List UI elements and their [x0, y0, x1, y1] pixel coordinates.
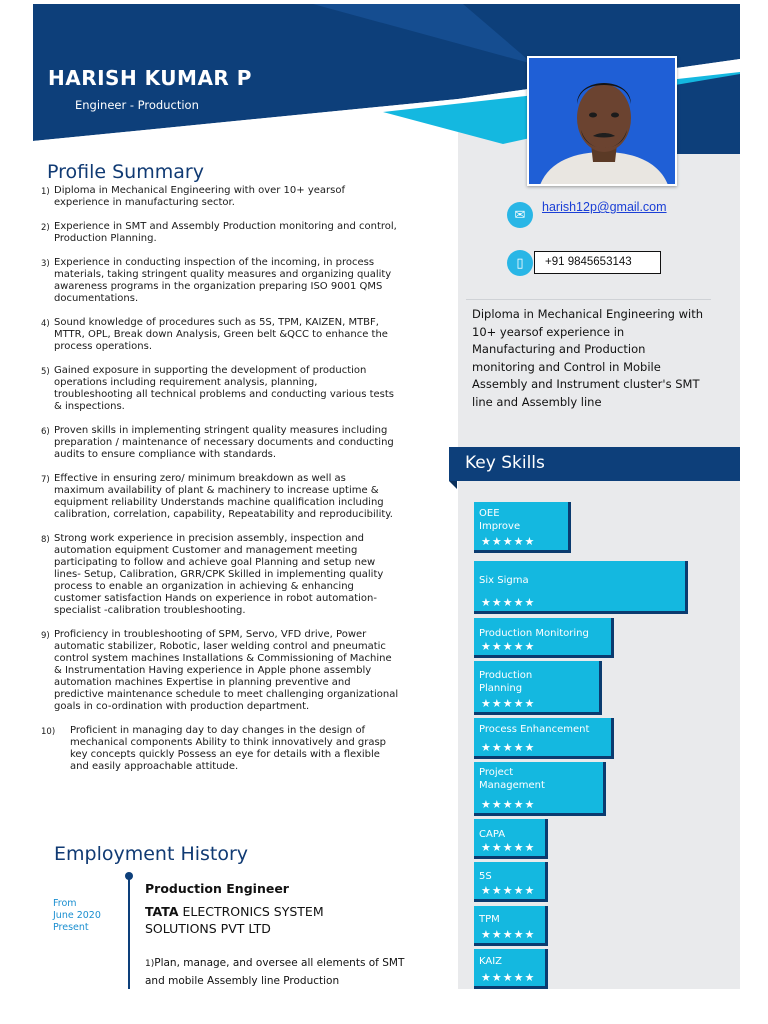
phone-number: +91 9845653143 [534, 251, 661, 274]
candidate-name: HARISH KUMAR P [48, 66, 252, 90]
skill-label: KAIZ [479, 956, 503, 967]
skill-label: CAPA [479, 829, 506, 840]
company-name-rest: ELECTRONICS SYSTEM SOLUTIONS PVT LTD [145, 904, 324, 936]
list-item [41, 365, 399, 413]
job-title: Production Engineer [145, 881, 289, 896]
job-description [145, 955, 407, 989]
item-number: 4) [41, 319, 50, 329]
item-number: 5) [41, 367, 50, 377]
job-desc-text: Plan, manage, and oversee all elements of SMT and mobile Assembly line Production [145, 957, 405, 987]
job-desc-number: 1) [145, 959, 155, 969]
skill-stars: ★★★★★ [481, 741, 536, 754]
list-item [41, 425, 399, 461]
list-item [41, 257, 399, 305]
skill-label: 5S [479, 871, 492, 882]
item-number: 6) [41, 427, 50, 437]
item-number: 10) [41, 727, 56, 737]
skill-stars: ★★★★★ [481, 596, 536, 609]
item-number: 2) [41, 223, 50, 233]
skill-stars: ★★★★★ [481, 697, 536, 710]
profile-summary-title: Profile Summary [47, 161, 204, 183]
skill-stars: ★★★★★ [481, 884, 536, 897]
list-item [41, 533, 399, 617]
key-skills-title: Key Skills [465, 453, 545, 473]
item-text: Sound knowledge of procedures such as 5S, TPM, KAIZEN, MTBF, MTTR, OPL, Break down Analysis, Green belt &QCC to enhance the process operations. [54, 317, 388, 352]
list-item [41, 317, 399, 353]
item-text: Proficiency in troubleshooting of SPM, Servo, VFD drive, Power automatic stabilizer, Robotic, laser welding control and pneumatic control system machines Installations & Commissioning of Machine & Instrumentation Having experience in Apple phone assembly automation machines Expertise in planning preventive and predictive maintenance schedule to meet challenging organizational goals in co-ordination with production department. [54, 629, 399, 712]
item-number: 7) [41, 475, 50, 485]
skill-card-project-management [474, 762, 606, 816]
skill-stars: ★★★★★ [481, 928, 536, 941]
skill-label: Process Enhancement [479, 724, 590, 735]
item-text: Gained exposure in supporting the development of production operations including requirement analysis, planning, troubleshooting all technical problems and conducting various tests & inspections. [54, 365, 395, 412]
item-text: Effective in ensuring zero/ minimum breakdown as well as maximum availability of plant & machinery to increase uptime & equipment reliability Understands machine qualification including calibration, correlation, capability, Repeatability and reproducibility. [54, 473, 393, 520]
email-link[interactable]: harish12p@gmail.com [542, 200, 667, 214]
list-item [41, 629, 399, 713]
skill-card-process-enhancement [474, 718, 614, 759]
skill-card-5s [474, 862, 548, 902]
profile-summary-list [41, 185, 399, 785]
company-name-bold: TATA [145, 904, 179, 919]
skill-card-kaizen [474, 949, 548, 989]
skill-card-tpm [474, 906, 548, 946]
skill-card-capa [474, 819, 548, 859]
candidate-title: Engineer - Production [75, 98, 199, 112]
list-item [41, 185, 399, 209]
item-text: Experience in SMT and Assembly Production monitoring and control, Production Planning. [54, 221, 397, 244]
list-item [41, 221, 399, 245]
skill-stars: ★★★★★ [481, 798, 536, 811]
resume-page [33, 4, 740, 989]
date-end: Present [53, 922, 89, 933]
item-text: Experience in conducting inspection of the incoming, in process materials, taking stringent quality measures and organizing quality awareness programs in the organization preparing ISO 9001 QMS documentations. [54, 257, 392, 304]
skill-label: Six Sigma [479, 575, 529, 586]
item-text: Diploma in Mechanical Engineering with over 10+ yearsof experience in manufacturing sector. [54, 185, 346, 208]
phone-icon: ▯ [507, 250, 533, 276]
employment-history-title: Employment History [54, 843, 249, 865]
list-item [41, 725, 399, 773]
item-number: 1) [41, 187, 50, 197]
sidebar-divider [466, 299, 711, 300]
skill-card-production-monitoring [474, 618, 614, 658]
skill-label: Production Planning [479, 670, 533, 694]
skill-label: OEE Improve [479, 508, 521, 532]
item-text: Proven skills in implementing stringent quality measures including preparation / maintenance of necessary documents and conducting audits to ensure compliance with standards. [54, 425, 394, 460]
mail-icon: ✉ [507, 202, 533, 228]
item-text: Strong work experience in precision assembly, inspection and automation equipment Customer and management meeting participating to follow and achieve goal Planning and setup new lines- Setup, Calibration, GRR/CPK Skilled in implementing quality process to enable an organization in achieving & enhancing customer satisfaction Hands on experience in robot automation-specialist -calibration troubleshooting. [54, 533, 384, 616]
date-start: June 2020 [53, 910, 101, 921]
item-number: 9) [41, 631, 50, 641]
skill-label: Project Management [479, 767, 545, 791]
company-name [145, 903, 375, 937]
skill-stars: ★★★★★ [481, 971, 536, 984]
skill-label: Production Monitoring [479, 628, 589, 639]
profile-photo [527, 56, 677, 186]
item-number: 3) [41, 259, 50, 269]
skill-card-six-sigma [474, 561, 688, 614]
sidebar-summary: Diploma in Mechanical Engineering with 10+ yearsof experience in Manufacturing and Production monitoring and Control in Mobile Assembly and Instrument cluster's SMT line and Assembly line [472, 307, 704, 409]
employment-dates [53, 898, 101, 934]
skill-card-production-planning [474, 661, 602, 715]
banner-fold [449, 481, 457, 489]
item-number: 8) [41, 535, 50, 545]
date-from-label: From [53, 898, 77, 909]
list-item [41, 473, 399, 521]
skill-stars: ★★★★★ [481, 841, 536, 854]
skill-stars: ★★★★★ [481, 640, 536, 653]
timeline-line [128, 876, 130, 989]
skill-label: TPM [479, 914, 500, 925]
item-text: Proficient in managing day to day changes in the design of mechanical components Ability to think innovatively and grasp key concepts quickly Possess an eye for details with a flexible and easily approachable attitude. [70, 725, 387, 772]
skill-stars: ★★★★★ [481, 535, 536, 548]
skill-card-oee [474, 502, 571, 553]
